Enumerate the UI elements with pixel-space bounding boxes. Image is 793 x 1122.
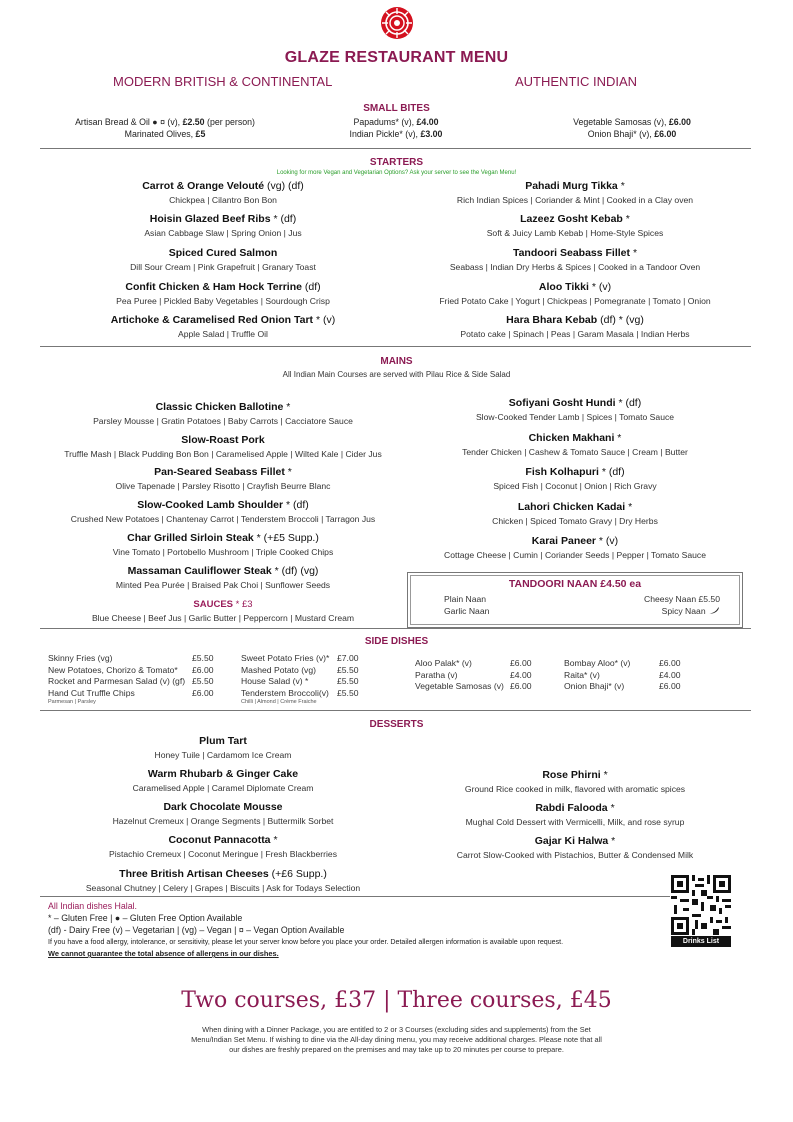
main-3: Pan-Seared Seabass Fillet * Olive Tapenade | Parsley Risotto | Crayfish Beurre Blanc bbox=[115, 466, 331, 491]
sauces: SAUCES * £3 Blue Cheese | Beef Jus | Garlic Butter | Peppercorn | Mustard Cream bbox=[91, 599, 355, 623]
indian-main-5: Karai Paneer * (v) Cottage Cheese | Cumin | Coriander Seeds | Pepper | Tomato Sauce bbox=[444, 535, 706, 560]
divider bbox=[40, 346, 751, 347]
indian-main-4: Lahori Chicken Kadai * Chicken | Spiced Tomato Gravy | Dry Herbs bbox=[492, 501, 658, 526]
side-dishes-heading: SIDE DISHES bbox=[364, 636, 429, 647]
dessert-3: Dark Chocolate Mousse Hazelnut Cremeux | Orange Segments | Buttermilk Sorbet bbox=[112, 801, 334, 826]
naan-item: Cheesy Naan £5.50 bbox=[644, 594, 720, 604]
naan-item: Garlic Naan bbox=[444, 606, 490, 616]
allergen-guarantee: We cannot guarantee the total absence of allergens in our dishes. bbox=[48, 949, 279, 958]
dinner-package-disclaimer: When dining with a Dinner Package, you are entitled to 2 or 3 Courses (excluding sides and supplements) from the Set Menu/Indian Set Menu. If wishing to dine via the All-day dining menu, you may receive additional charges. Please note that all our dishes are freshly prepared on the premises and may take up to 20 minutes per course to prepare. bbox=[191, 1025, 602, 1054]
dessert-1: Plum Tart Honey Tuile | Cardamom Ice Cream bbox=[154, 735, 292, 760]
mains-note: All Indian Main Courses are served with Pilau Rice & Side Salad bbox=[282, 370, 511, 379]
dessert-4: Coconut Pannacotta * Pistachio Cremeux | Coconut Meringue | Fresh Blackberries bbox=[109, 834, 337, 859]
mains-heading: MAINS bbox=[380, 356, 413, 367]
naan-item: Spicy Naan bbox=[661, 606, 706, 616]
starter-3: Spiced Cured Salmon Dill Sour Cream | Pink Grapefruit | Granary Toast bbox=[130, 247, 316, 272]
small-bites-right: Vegetable Samosas (v), £6.00 Onion Bhaji* (v), £6.00 bbox=[573, 117, 691, 139]
starter-5: Artichoke & Caramelised Red Onion Tart * (v) Apple Salad | Truffle Oil bbox=[110, 314, 336, 339]
british-subtitle: MODERN BRITISH & CONTINENTAL bbox=[113, 74, 333, 89]
desserts-heading: DESSERTS bbox=[369, 719, 424, 730]
allergy-note: If you have a food allergy, intolerance, or sensitivity, please let your server know before you place your order. Detailed allergen information is available upon request. bbox=[48, 938, 564, 946]
indian-dessert-1: Rose Phirni * Ground Rice cooked in milk, flavored with aromatic spices bbox=[464, 769, 686, 794]
starter-1: Carrot & Orange Velouté (vg) (df) Chickpea | Cilantro Bon Bon bbox=[142, 180, 304, 205]
small-bites-heading: SMALL BITES bbox=[363, 103, 430, 114]
sides-col-3: Aloo Palak* (v) £6.00 Paratha (v) £4.00 Vegetable Samosas (v) £6.00 bbox=[415, 658, 532, 691]
rose-logo-icon bbox=[380, 6, 414, 40]
main-2: Slow-Roast Pork Truffle Mash | Black Pudding Bon Bon | Caramelised Apple | Wilted Kale | Cider Jus bbox=[64, 434, 382, 459]
main-4: Slow-Cooked Lamb Shoulder * (df) Crushed New Potatoes | Chantenay Carrot | Tenderstem Broccoli | Tarragon Jus bbox=[70, 499, 376, 524]
starter-2: Hoisin Glazed Beef Ribs * (df) Asian Cabbage Slaw | Spring Onion | Jus bbox=[144, 213, 302, 238]
indian-main-3: Fish Kolhapuri * (df) Spiced Fish | Coconut | Onion | Rich Gravy bbox=[493, 466, 657, 491]
tandoori-naan-box bbox=[407, 572, 743, 628]
dietary-key-2: (df) - Dairy Free (v) – Vegetarian | (vg) – Vegan | ¤ – Vegan Option Available bbox=[48, 925, 345, 935]
indian-starter-4: Aloo Tikki * (v) Fried Potato Cake | Yogurt | Chickpeas | Pomegranate | Tomato | Onion bbox=[439, 281, 711, 306]
main-5: Char Grilled Sirloin Steak * (+£5 Supp.) Vine Tomato | Portobello Mushroom | Triple Cooked Chips bbox=[112, 532, 334, 557]
sides-col-4: Bombay Aloo* (v) £6.00 Raita* (v) £4.00 Onion Bhaji* (v) £6.00 bbox=[564, 658, 681, 691]
indian-subtitle: AUTHENTIC INDIAN bbox=[515, 74, 638, 89]
sides-col-2: Sweet Potato Fries (v)* £7.00 Mashed Potato (vg) £5.50 House Salad (v) * £5.50 Tenderstem Broccoli(v) £5.50 Chilli | Almond | Crème Fraiche bbox=[241, 653, 359, 705]
naan-title: TANDOORI NAAN £4.50 ea bbox=[508, 578, 642, 590]
page-title: GLAZE RESTAURANT MENU bbox=[284, 49, 509, 66]
dessert-5: Three British Artisan Cheeses (+£6 Supp.) Seasonal Chutney | Celery | Grapes | Biscuits | Ask for Todays Selection bbox=[85, 868, 361, 893]
starters-heading: STARTERS bbox=[369, 157, 424, 168]
course-pricing: Two courses, £37 | Three courses, £45 bbox=[181, 988, 612, 1013]
indian-dessert-3: Gajar Ki Halwa * Carrot Slow-Cooked with Pistachios, Butter & Condensed Milk bbox=[456, 835, 694, 860]
dietary-key-1: * – Gluten Free | ● – Gluten Free Option Available bbox=[48, 913, 243, 923]
drinks-list-label: Drinks List bbox=[671, 936, 731, 947]
main-1: Classic Chicken Ballotine * Parsley Mousse | Gratin Potatoes | Baby Carrots | Cacciatore Sauce bbox=[93, 401, 353, 426]
small-bites-left: Artisan Bread & Oil ● ¤ (v), £2.50 (per person) Marinated Olives, £5 bbox=[75, 117, 255, 139]
divider bbox=[40, 628, 751, 629]
indian-main-2: Chicken Makhani * Tender Chicken | Cashew & Tomato Sauce | Cream | Butter bbox=[462, 432, 688, 457]
starter-4: Confit Chicken & Ham Hock Terrine (df) Pea Puree | Pickled Baby Vegetables | Sourdough Crisp bbox=[116, 281, 330, 306]
indian-main-1: Sofiyani Gosht Hundi * (df) Slow-Cooked Tender Lamb | Spices | Tomato Sauce bbox=[475, 397, 675, 422]
divider bbox=[40, 710, 751, 711]
indian-dessert-2: Rabdi Falooda * Mughal Cold Dessert with Vermicelli, Milk, and rose syrup bbox=[465, 802, 685, 827]
footer-divider bbox=[40, 896, 670, 897]
halal-note: All Indian dishes Halal. bbox=[48, 901, 137, 911]
vegan-note: Looking for more Vegan and Vegetarian Options? Ask your server to see the Vegan Menu! bbox=[276, 170, 517, 176]
chili-icon bbox=[708, 606, 720, 618]
indian-starter-1: Pahadi Murg Tikka * Rich Indian Spices | Coriander & Mint | Cooked in a Clay oven bbox=[456, 180, 694, 205]
sides-col-1: Skinny Fries (vg) £5.50 New Potatoes, Chorizo & Tomato* £6.00 Rocket and Parmesan Salad (v) (gf) £5.50 Hand Cut Truffle Chips £6.00 Parmesan | Parsley bbox=[48, 653, 214, 705]
main-6: Massaman Cauliflower Steak * (df) (vg) Minted Pea Purée | Braised Pak Choi | Sunflower Seeds bbox=[115, 565, 331, 590]
qr-code-icon[interactable] bbox=[671, 875, 731, 935]
indian-starter-2: Lazeez Gosht Kebab * Soft & Juicy Lamb Kebab | Home-Style Spices bbox=[486, 213, 664, 238]
indian-starter-3: Tandoori Seabass Fillet * Seabass | Indian Dry Herbs & Spices | Cooked in a Tandoor Oven bbox=[449, 247, 701, 272]
dessert-2: Warm Rhubarb & Ginger Cake Caramelised Apple | Caramel Diplomate Cream bbox=[132, 768, 314, 793]
naan-item: Plain Naan bbox=[444, 594, 487, 604]
indian-starter-5: Hara Bhara Kebab (df) * (vg) Potato cake | Spinach | Peas | Garam Masala | Indian Herbs bbox=[460, 314, 690, 339]
small-bites-mid: Papadums* (v), £4.00 Indian Pickle* (v), £3.00 bbox=[349, 117, 443, 139]
divider bbox=[40, 148, 751, 149]
